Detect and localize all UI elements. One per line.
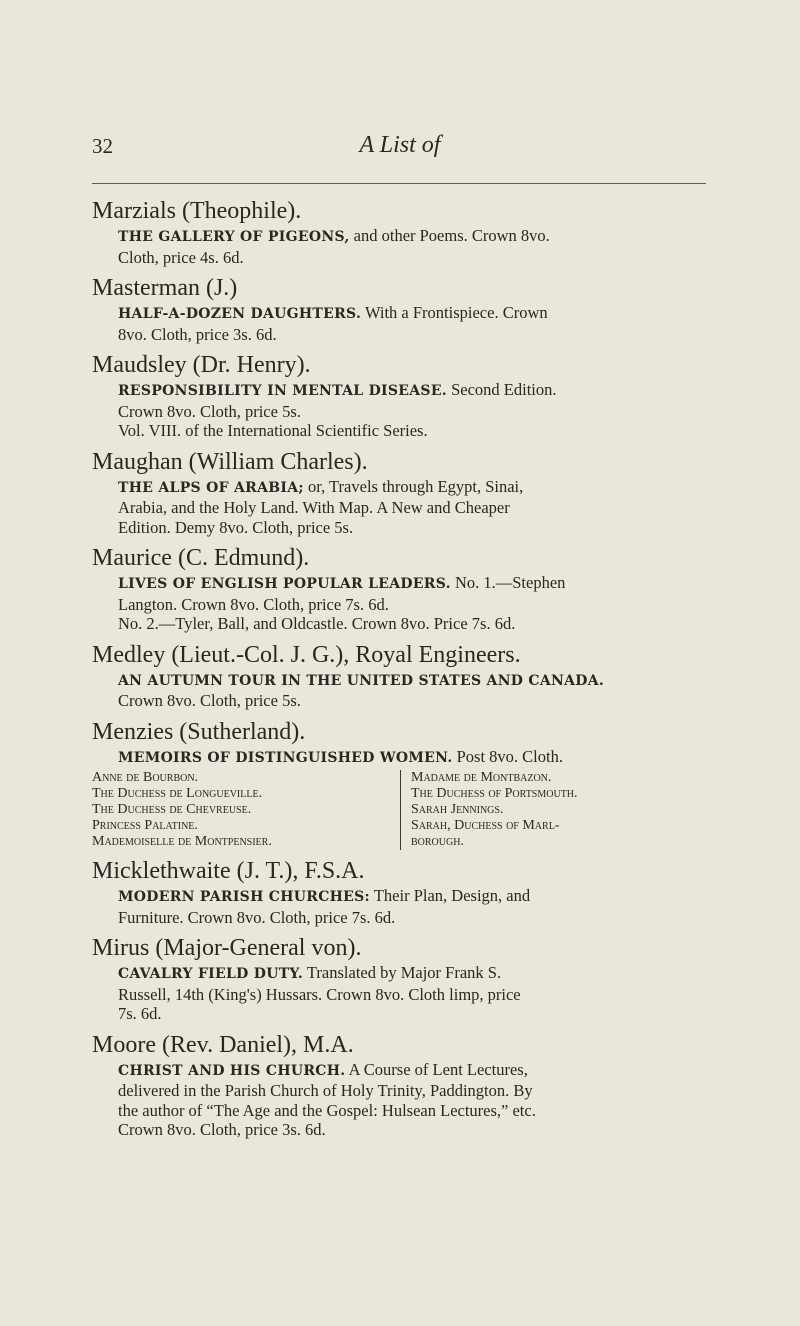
entry-title: MEMOIRS OF DISTINGUISHED WOMEN. <box>118 749 453 766</box>
entry-line: Langton. Crown 8vo. Cloth, price 7s. 6d. <box>118 594 389 614</box>
entry-line: Second Edition. <box>451 380 557 399</box>
catalogue-list <box>92 196 710 1146</box>
subject-name: Sarah, Duchess of Marl- <box>411 818 560 833</box>
subject-column-left <box>92 770 401 850</box>
subject-name: The Duchess de Longueville. <box>92 786 263 801</box>
catalogue-entry <box>92 273 710 344</box>
entry-title: CAVALRY FIELD DUTY. <box>118 966 304 982</box>
entry-author: Masterman (J.) <box>92 275 238 301</box>
entry-line: Their Plan, Design, and <box>373 886 531 905</box>
entry-line: No. 2.—Tyler, Ball, and Oldcastle. Crown 8vo. Price 7s. 6d. <box>118 614 516 633</box>
entry-line: and other Poems. Crown 8vo. <box>353 226 550 245</box>
catalogue-entry <box>92 543 710 634</box>
entry-line: Cloth, price 4s. 6d. <box>118 247 244 267</box>
entry-description <box>92 670 710 711</box>
subject-name: The Duchess de Chevreuse. <box>92 802 252 817</box>
entry-author: Marzials (Theophile). <box>92 198 302 224</box>
entry-author: Mirus (Major-General von). <box>92 935 362 961</box>
catalogue-entry <box>92 717 710 851</box>
entry-author: Moore (Rev. Daniel), M.A. <box>92 1031 354 1058</box>
entry-author: Maudsley (Dr. Henry). <box>92 352 311 378</box>
entry-author: Maurice (C. Edmund). <box>92 545 310 571</box>
entry-title: THE ALPS OF ARABIA; <box>118 479 304 496</box>
entry-author: Menzies (Sutherland). <box>92 718 306 745</box>
entry-title: LIVES OF ENGLISH POPULAR LEADERS. <box>118 576 451 592</box>
page-number: 32 <box>92 134 113 158</box>
entry-title: RESPONSIBILITY IN MENTAL DISEASE. <box>118 383 447 399</box>
subject-name: Mademoiselle de Montpensier. <box>92 834 272 849</box>
catalogue-entry <box>92 933 710 1024</box>
catalogue-entry <box>92 640 710 711</box>
entry-line: Arabia, and the Holy Land. With Map. A New and Cheaper <box>118 498 510 517</box>
entry-line: A Course of Lent Lectures, <box>348 1059 528 1079</box>
entry-title: THE GALLERY OF PIGEONS, <box>118 229 350 245</box>
entry-author: Maughan (William Charles). <box>92 448 368 475</box>
entry-title: CHRIST AND HIS CHURCH. <box>118 1062 346 1079</box>
entry-line: Crown 8vo. Cloth, price 5s. <box>118 691 301 710</box>
entry-line: Post 8vo. Cloth. <box>456 746 563 766</box>
entry-author: Micklethwaite (J. T.), F.S.A. <box>92 858 365 884</box>
entry-line: 8vo. Cloth, price 3s. 6d. <box>118 324 277 344</box>
catalogue-entry <box>92 196 710 267</box>
entry-description <box>92 380 710 441</box>
subject-name: Anne de Bourbon. <box>92 770 199 785</box>
entry-line: With a Frontispiece. Crown <box>364 303 548 322</box>
entry-author: Medley (Lieut.-Col. J. G.), Royal Engineers. <box>92 641 521 668</box>
entry-line: Translated by Major Frank S. <box>306 963 502 982</box>
entry-description <box>92 573 710 634</box>
entry-line: Edition. Demy 8vo. Cloth, price 5s. <box>118 517 354 537</box>
entry-line: Crown 8vo. Cloth, price 5s. <box>118 401 301 421</box>
entry-line: No. 1.—Stephen <box>454 573 566 592</box>
subject-name: borough. <box>411 834 464 849</box>
header-rule <box>92 183 706 184</box>
entry-description <box>92 1060 710 1140</box>
entry-description <box>92 226 710 267</box>
entry-line: Crown 8vo. Cloth, price 3s. 6d. <box>118 1120 326 1139</box>
subject-name: The Duchess of Portsmouth. <box>411 786 578 801</box>
entry-title: MODERN PARISH CHURCHES: <box>118 889 371 905</box>
subject-columns <box>92 770 710 850</box>
page-header <box>0 132 800 172</box>
entry-line: Vol. VIII. of the International Scientific Series. <box>118 421 428 440</box>
entry-title: HALF-A-DOZEN DAUGHTERS. <box>118 306 362 322</box>
entry-line: delivered in the Parish Church of Holy Trinity, Paddington. By <box>118 1081 533 1100</box>
entry-line: 7s. 6d. <box>118 1004 162 1023</box>
entry-line: or, Travels through Egypt, Sinai, <box>308 476 524 496</box>
catalogue-entry <box>92 447 710 538</box>
entry-description <box>92 886 710 927</box>
catalogue-entry <box>92 1030 710 1140</box>
running-title: A List of <box>359 132 441 158</box>
subject-name: Madame de Montbazon. <box>411 770 552 785</box>
catalogue-entry <box>92 350 710 441</box>
subject-column-right <box>401 770 701 850</box>
entry-line: Furniture. Crown 8vo. Cloth, price 7s. 6d. <box>118 907 396 927</box>
entry-description <box>92 477 710 538</box>
entry-description <box>92 963 710 1024</box>
catalogue-entry <box>92 856 710 927</box>
entry-description <box>92 747 710 769</box>
subject-name: Sarah Jennings. <box>411 802 504 817</box>
entry-line: Russell, 14th (King's) Hussars. Crown 8vo. Cloth limp, price <box>118 984 521 1004</box>
entry-title: AN AUTUMN TOUR IN THE UNITED STATES AND CANADA. <box>118 672 605 689</box>
subject-name: Princess Palatine. <box>92 818 198 833</box>
entry-line: the author of “The Age and the Gospel: Hulsean Lectures,” etc. <box>118 1100 536 1120</box>
entry-description <box>92 303 710 344</box>
